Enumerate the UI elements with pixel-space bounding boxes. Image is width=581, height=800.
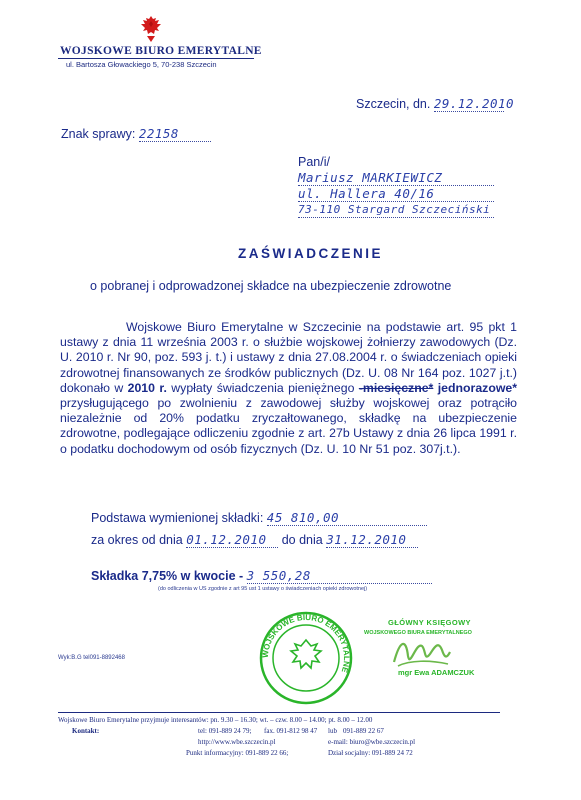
recipient-street-text: ul. Hallera 40/16 xyxy=(298,186,435,201)
fax-number: fax. 091-812 98 47 xyxy=(264,727,318,735)
chief-stamp-org: WOJSKOWEGO BIURA EMERYTALNEGO xyxy=(364,630,472,636)
website-link[interactable]: http://www.wbe.szczecin.pl xyxy=(198,738,276,746)
document-subtitle: o pobranej i odprowadzonej składce na ubezpieczenie zdrowotne xyxy=(90,279,452,293)
footer-divider xyxy=(58,712,500,713)
chief-stamp-title: GŁÓWNY KSIĘGOWY xyxy=(388,618,471,627)
contribution-label: Składka 7,75% w kwocie - xyxy=(91,569,244,583)
prepared-by: Wyk:B.G tel091-8892468 xyxy=(58,655,125,661)
reference-value: 22158 xyxy=(138,126,179,141)
recipient-name-text: Mariusz MARKIEWICZ xyxy=(298,170,443,185)
contribution-basis-line xyxy=(91,510,427,526)
date-label: Szczecin, dn. xyxy=(356,97,431,111)
body-text-part1: Wojskowe Biuro Emerytalne w Szczecinie na podstawie art. 95 pkt 1 ustawy z dnia 11 września 2003 r. o służbie wojskowej żołnierzy zawodowych (Dz. U. 2010 r. Nr 90, poz. 593 j. t.) i ustawy z dnia 27.08.2004 r. o świadczeniach opieki zdrowotnej finansowanych ze środków publicznych (Dz. U. 08 Nr 164 poz. 1027 j.t.) dokonało w xyxy=(60,320,517,395)
period-line xyxy=(91,532,418,548)
recipient-name xyxy=(298,170,494,186)
date-line xyxy=(356,96,515,112)
date-value: 29.12.2010 xyxy=(433,96,515,111)
recipient-city-text: 73-110 Stargard Szczeciński xyxy=(298,203,491,216)
footer xyxy=(58,715,518,759)
basis-label: Podstawa wymienionej składki: xyxy=(91,511,264,525)
body-year: 2010 r. xyxy=(127,380,167,395)
body-lump-sum-option: jednorazowe* xyxy=(437,380,518,395)
recipient-label: Pan/i/ xyxy=(298,155,330,169)
signature-icon xyxy=(390,632,452,672)
phone-number: tel: 091-889 24 79; xyxy=(198,727,252,735)
reference-label: Znak sprawy: xyxy=(61,127,136,141)
eagle-emblem-icon xyxy=(137,14,165,44)
reference-line xyxy=(61,126,211,142)
email-link[interactable]: e-mail: biuro@wbe.szczecin.pl xyxy=(328,738,416,746)
institution-name: WOJSKOWE BIURO EMERYTALNE xyxy=(60,45,262,57)
certificate-body xyxy=(60,320,517,457)
period-from-label: za okres od dnia xyxy=(91,533,183,547)
contribution-footnote: (do odliczenia w US zgodnie z art 95 ust 1 ustawy o świadczeniach opieki zdrowotnej) xyxy=(158,586,368,592)
lub-label: lub xyxy=(328,727,337,735)
contacts-label: Kontakt: xyxy=(72,727,100,735)
round-official-stamp xyxy=(250,610,362,706)
header-divider xyxy=(58,58,254,59)
period-to-label: do dnia xyxy=(281,533,323,547)
body-text-part3: przysługującego po zwolnieniu z zawodowej służby wojskowej oraz potrąciło niezależnie od 20% podatku zryczałtowanego, składkę na ubezpieczenie zdrowotne, podlegające odliczeniu zgodnie z art. 27b Ustawy z dnia 26 lipca 1991 r. o podatku dochodowym od osób fizycznych (Dz. U. 10 Nr 51 poz. 307j.t.). xyxy=(60,396,517,456)
chief-stamp-name: mgr Ewa ADAMCZUK xyxy=(398,668,475,677)
period-from-value: 01.12.2010 xyxy=(186,532,267,547)
body-text-part2: wypłaty świadczenia pieniężnego xyxy=(171,380,355,395)
phone-number-2: 091-889 22 67 xyxy=(343,727,384,735)
round-stamp-text: WOJSKOWE BIURO EMERYTALNE xyxy=(260,612,352,674)
period-to-value: 31.12.2010 xyxy=(326,532,407,547)
info-point-phone: Punkt informacyjny: 091-889 22 66; xyxy=(186,749,289,757)
body-struck-option: -miesięczne* xyxy=(358,380,434,395)
contribution-value: 3 550,28 xyxy=(246,568,311,583)
recipient-street xyxy=(298,186,494,202)
basis-value: 45 810,00 xyxy=(266,510,340,525)
institution-address: ul. Bartosza Głowackiego 5, 70-238 Szczecin xyxy=(66,60,217,69)
social-dept-phone: Dział socjalny: 091-889 24 72 xyxy=(328,749,413,757)
contribution-amount-line xyxy=(91,568,432,584)
recipient-city xyxy=(298,202,494,218)
chief-accountant-stamp xyxy=(360,618,515,700)
document-title: ZAŚWIADCZENIE xyxy=(238,246,383,261)
office-hours: Wojskowe Biuro Emerytalne przyjmuje interesantów: pn. 9.30 – 16.30; wt. – czw. 8.00 – 14.00; pt. 8.00 – 12.00 xyxy=(58,716,373,724)
